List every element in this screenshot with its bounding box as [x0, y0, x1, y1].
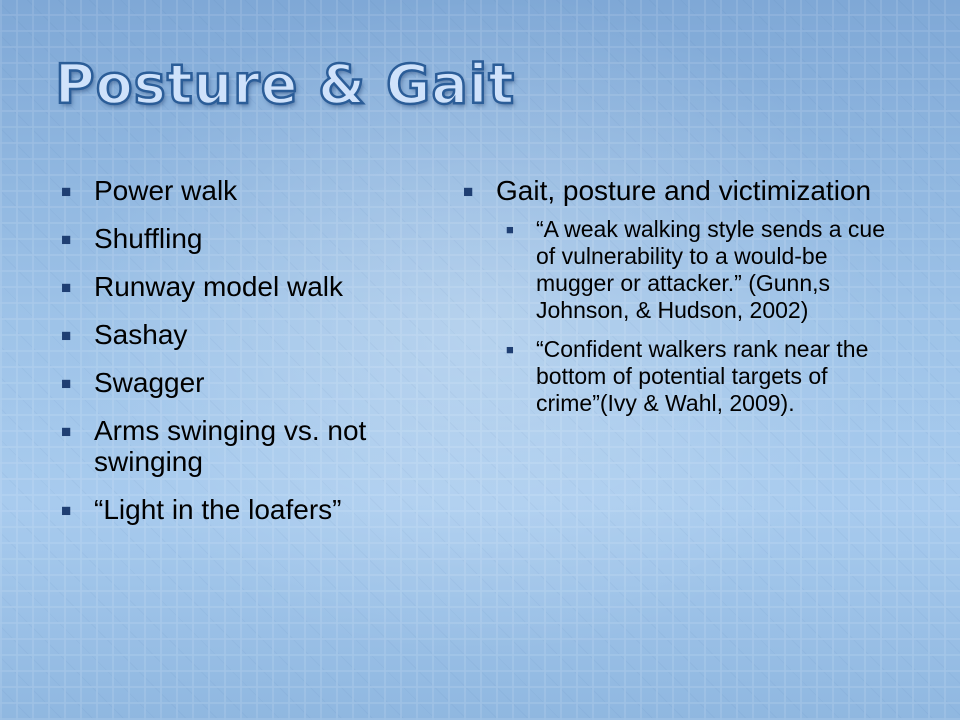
square-bullet-icon: ■ — [463, 182, 474, 201]
square-bullet-icon: ■ — [506, 222, 514, 237]
sub-list-item — [496, 336, 903, 417]
list-item-text: “Light in the loafers” — [94, 494, 342, 525]
square-bullet-icon: ■ — [61, 501, 72, 520]
list-item-text: Runway model walk — [94, 271, 343, 302]
square-bullet-icon: ■ — [61, 374, 72, 393]
square-bullet-icon: ■ — [61, 422, 72, 441]
sub-bullet-list — [496, 216, 903, 417]
list-item — [56, 367, 406, 398]
list-item — [458, 175, 903, 417]
sub-list-item-text: “Confident walkers rank near the bottom of potential targets of crime”(Ivy & Wahl, 2009). — [536, 336, 869, 416]
square-bullet-icon: ■ — [61, 326, 72, 345]
square-bullet-icon: ■ — [61, 278, 72, 297]
list-item — [56, 494, 406, 525]
sub-list-item — [496, 216, 903, 324]
square-bullet-icon: ■ — [61, 230, 72, 249]
sub-list-item-text: “A weak walking style sends a cue of vulnerability to a would-be mugger or attacker.” (Gunn,s Johnson, & Hudson, 2002) — [536, 216, 886, 323]
right-bullet-list — [458, 175, 903, 434]
list-item — [56, 271, 406, 302]
list-item-text: Gait, posture and victimization — [496, 175, 872, 206]
list-item-text: Power walk — [94, 175, 238, 206]
left-bullet-list — [56, 175, 406, 542]
list-item-text: Sashay — [94, 319, 188, 350]
square-bullet-icon: ■ — [61, 182, 72, 201]
list-item-text: Shuffling — [94, 223, 203, 254]
list-item-text: Swagger — [94, 367, 205, 398]
list-item — [56, 175, 406, 206]
list-item — [56, 319, 406, 350]
slide-title: Posture & Gait — [55, 53, 516, 116]
square-bullet-icon: ■ — [506, 342, 514, 357]
list-item — [56, 415, 406, 477]
list-item-text: Arms swinging vs. not swinging — [94, 415, 367, 477]
list-item — [56, 223, 406, 254]
